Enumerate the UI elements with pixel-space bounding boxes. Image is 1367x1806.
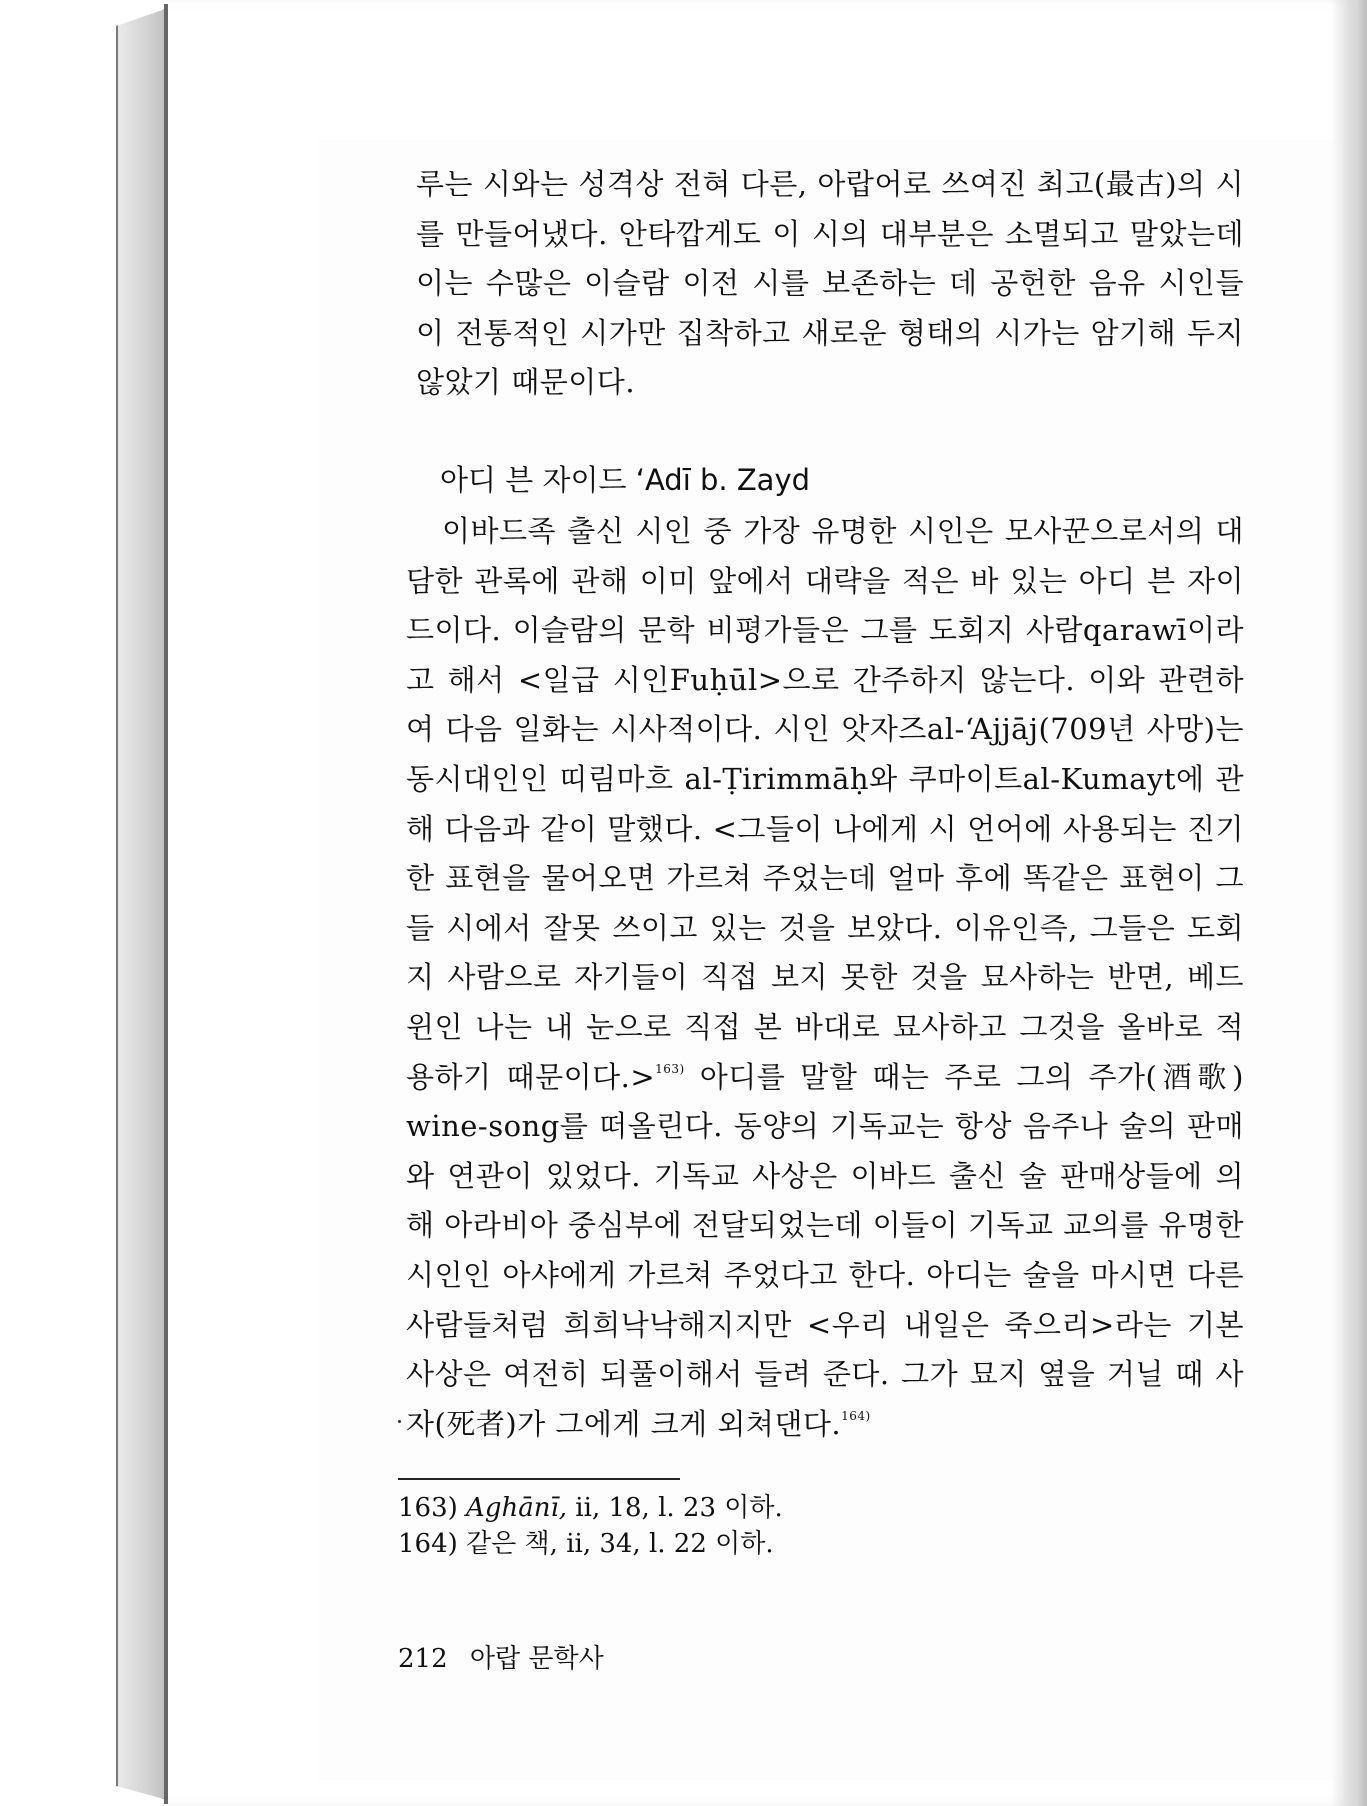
footnote-ref-164: 164) <box>841 1408 871 1423</box>
stray-dot <box>398 1420 401 1423</box>
footnote-164 <box>398 1526 783 1562</box>
paragraph-2-part1: 이바드족 출신 시인 중 가장 유명한 시인은 모사꾼으로서의 대담한 관록에 관해 이미 앞에서 대략을 적은 바 있는 아디 븐 자이드이다. 이슬람의 문학 비평가들은 그를 도회지 사람qarawī이라고 해서 <일급 시인Fuḥūl>으로 간주하지 않는다. 이와 관련하여 다음 일화는 시사적이다. 시인 앗자즈al-‘Ajjāj(709년 사망)는 동시대인인 띠림마흐 al-Ṭirimmāḥ와 쿠마이트al-Kumayt에 관해 다음과 같이 말했다. <그들이 나에게 시 언어에 사용되는 진기한 표현을 물어오면 가르쳐 주었는데 얼마 후에 똑같은 표현이 그들 시에서 잘못 쓰이고 있는 것을 보았다. 이유인즉, 그들은 도회지 사람으로 자기들이 직접 보지 못한 것을 묘사하는 반면, 베드윈인 나는 내 눈으로 직접 본 바대로 묘사하고 그것을 올바로 적용하기 때문이다.> <box>406 514 1244 1094</box>
footnote-source: Aghānī, <box>466 1493 568 1523</box>
book-title: 아랍 문학사 <box>469 1644 604 1674</box>
footnote-text: ii, 18, l. 23 이하. <box>567 1493 783 1523</box>
section-heading: 아디 븐 자이드 ‘Adī b. Zayd <box>440 463 811 497</box>
page-right-shade <box>1331 0 1367 1806</box>
footnote-number: 163) <box>398 1493 458 1523</box>
footnotes <box>398 1490 783 1562</box>
paragraph-2 <box>406 507 1244 1449</box>
footnote-ref-163: 163) <box>655 1061 685 1076</box>
footnote-163 <box>398 1490 783 1526</box>
book-spine <box>116 8 168 1800</box>
paragraph-2-part2: 아디를 말할 때는 주로 그의 주가(酒歌) wine-song를 떠올린다. 동양의 기독교는 항상 음주나 술의 판매와 연관이 있었다. 기독교 사상은 이바드 출신 술 판매상들에 의해 아라비아 중심부에 전달되었는데 이들이 기독교 교의를 유명한 시인인 아샤에게 가르쳐 주었다고 한다. 아디는 술을 마시면 다른 사람들처럼 희희낙낙해지지만 <우리 내일은 죽으리>라는 기본 사상은 여전히 되풀이해서 들려 준다. 그가 묘지 옆을 거닐 때 사자(死者)가 그에게 크게 외쳐댄다. <box>406 1059 1244 1441</box>
paragraph-2-text <box>406 507 1244 1449</box>
footnote-number: 164) <box>398 1529 458 1559</box>
footnote-text: 같은 책, ii, 34, l. 22 이하. <box>466 1529 774 1559</box>
paragraph-1-text: 루는 시와는 성격상 전혀 다른, 아랍어로 쓰여진 최고(最古)의 시를 만들어냈다. 안타깝게도 이 시의 대부분은 소멸되고 말았는데 이는 수많은 이슬람 이전 시를 보존하는 데 공헌한 음유 시인들이 전통적인 시가만 집착하고 새로운 형태의 시가는 암기해 두지 않았기 때문이다. <box>416 167 1244 400</box>
page-number: 212 <box>398 1644 448 1674</box>
page-folio <box>398 1638 604 1675</box>
paragraph-continued <box>416 160 1244 408</box>
footnote-rule <box>398 1478 680 1480</box>
